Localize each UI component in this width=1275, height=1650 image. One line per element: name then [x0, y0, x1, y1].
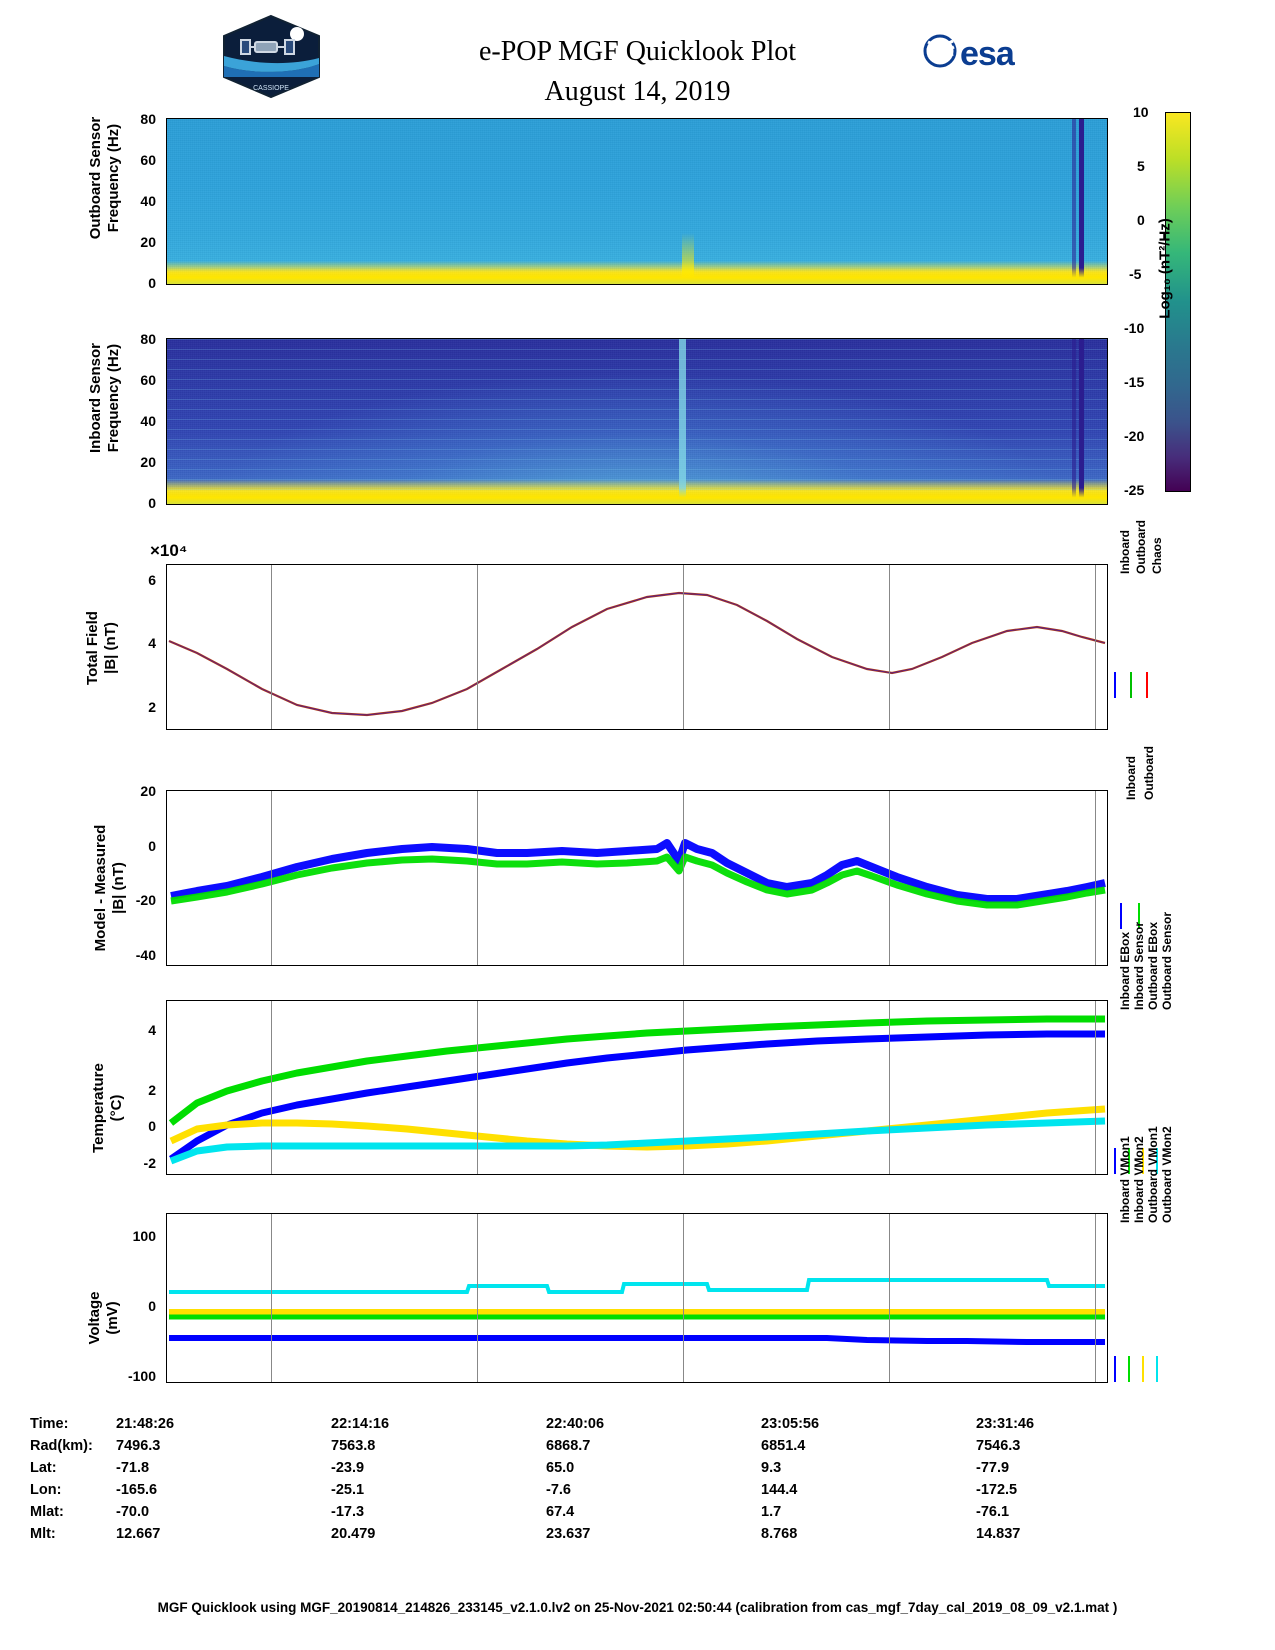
y-tick: 40	[140, 413, 156, 429]
row-label: Lon:	[30, 1482, 62, 1498]
model-minus-measured-plot	[166, 790, 1108, 966]
temperature-series	[167, 1001, 1107, 1174]
cell: 20.479	[331, 1526, 376, 1542]
row-label: Rad(km):	[30, 1438, 93, 1454]
legend-swatch	[1114, 672, 1116, 698]
y-tick: 0	[148, 1298, 156, 1314]
legend-item: Outboard VMon2	[1160, 1126, 1174, 1223]
y-tick: 100	[132, 1228, 156, 1244]
cell: 7563.8	[331, 1438, 376, 1454]
legend-item: Chaos	[1150, 537, 1164, 574]
cell: 7496.3	[116, 1438, 161, 1454]
inboard-spectrogram-ylabel: Inboard Sensor Frequency (Hz)	[87, 342, 122, 454]
colorbar-tick: -20	[1124, 428, 1145, 444]
legend-item: Outboard	[1134, 520, 1148, 574]
y-tick: -20	[135, 892, 156, 908]
colorbar-tick: 10	[1133, 104, 1149, 120]
outboard-spectrogram-plot	[166, 118, 1108, 285]
legend-swatch	[1120, 903, 1122, 929]
y-tick: 40	[140, 193, 156, 209]
legend-swatch	[1146, 672, 1148, 698]
legend-item: Outboard VMon1	[1146, 1126, 1160, 1223]
cell: 21:48:26	[116, 1416, 175, 1432]
legend-item: Outboard	[1142, 746, 1156, 800]
y-tick: 60	[140, 372, 156, 388]
spectral-burst	[679, 339, 686, 504]
y-tick: 0	[148, 1118, 156, 1134]
cell: 65.0	[546, 1460, 575, 1476]
y-tick: 4	[148, 1022, 156, 1038]
page-title: e-POP MGF Quicklook Plot	[478, 36, 797, 67]
model-minus-measured-ylabel: Model - Measured |B| (nT)	[92, 824, 127, 952]
cell: 7546.3	[976, 1438, 1021, 1454]
temperature-ylabel: Temperature (°C)	[90, 1063, 125, 1153]
cell: -71.8	[116, 1460, 150, 1476]
data-gap	[1072, 339, 1076, 504]
colorbar-tick: -15	[1124, 374, 1145, 390]
y-tick: 2	[148, 1082, 156, 1098]
cell: 22:40:06	[546, 1416, 605, 1432]
legend-item: Inboard Sensor	[1132, 921, 1146, 1010]
y-tick: 0	[148, 495, 156, 511]
outboard-spectrogram-ylabel: Outboard Sensor Frequency (Hz)	[87, 116, 122, 240]
y-tick: 6	[148, 572, 156, 588]
legend-swatch	[1128, 1356, 1130, 1382]
total-field-plot	[166, 564, 1108, 730]
colorbar-tick: -25	[1124, 482, 1145, 498]
cell: 67.4	[546, 1504, 575, 1520]
page-subtitle: August 14, 2019	[544, 76, 731, 107]
svg-text:CASSIOPE: CASSIOPE	[253, 85, 289, 92]
row-label: Lat:	[30, 1460, 57, 1476]
legend-item: Inboard VMon1	[1118, 1136, 1132, 1223]
colorbar-label: Log₁₀ (nT²/Hz)	[1156, 218, 1174, 319]
spectrogram-noise	[167, 119, 1107, 284]
y-tick: 20	[140, 454, 156, 470]
y-tick: -100	[127, 1368, 156, 1384]
row-label: Time:	[30, 1416, 69, 1432]
legend-item: Inboard	[1118, 530, 1132, 574]
total-field-series	[167, 565, 1107, 729]
legend-swatch	[1156, 1356, 1158, 1382]
y-tick: -2	[143, 1155, 156, 1171]
cell: -165.6	[116, 1482, 158, 1498]
legend-item: Inboard	[1124, 756, 1138, 800]
data-gap	[1079, 119, 1084, 284]
y-axis-exponent: ×10⁴	[150, 541, 188, 560]
legend-item: Inboard EBox	[1118, 931, 1132, 1010]
colorbar-tick: 0	[1137, 212, 1145, 228]
y-tick: 60	[140, 152, 156, 168]
temperature-plot	[166, 1000, 1108, 1175]
low-frequency-band	[167, 268, 1107, 284]
y-tick: 20	[140, 234, 156, 250]
y-tick: 80	[140, 111, 156, 127]
data-gap	[1079, 339, 1084, 504]
table-row	[30, 1523, 1245, 1545]
cell: 23:05:56	[761, 1416, 820, 1432]
cell: -17.3	[331, 1504, 365, 1520]
y-tick: -40	[135, 947, 156, 963]
y-tick: 4	[148, 635, 156, 651]
y-tick: 2	[148, 699, 156, 715]
cell: -76.1	[976, 1504, 1010, 1520]
colorbar-tick: 5	[1137, 158, 1145, 174]
legend-item: Outboard Sensor	[1160, 911, 1174, 1010]
legend-swatch	[1114, 1356, 1116, 1382]
total-field-ylabel: Total Field |B| (nT)	[84, 611, 119, 685]
y-tick: 0	[148, 838, 156, 854]
legend-swatch	[1142, 1356, 1144, 1382]
legend-item: Outboard EBox	[1146, 921, 1160, 1010]
voltage-series	[167, 1214, 1107, 1382]
cell: 14.837	[976, 1526, 1021, 1542]
colorbar-tick: -10	[1124, 320, 1145, 336]
cell: -77.9	[976, 1460, 1010, 1476]
low-frequency-band	[167, 488, 1107, 504]
y-tick: 20	[140, 783, 156, 799]
table-row	[30, 1457, 1245, 1479]
cell: -23.9	[331, 1460, 365, 1476]
cell: 23.637	[546, 1526, 591, 1542]
ephemeris-table	[30, 1413, 1245, 1545]
table-row	[30, 1435, 1245, 1457]
cell: -25.1	[331, 1482, 365, 1498]
voltage-ylabel: Voltage (mV)	[86, 1291, 121, 1345]
row-label: Mlt:	[30, 1526, 56, 1542]
colorbar-tick: -5	[1129, 266, 1142, 282]
cell: 6851.4	[761, 1438, 806, 1454]
legend-swatch	[1130, 672, 1132, 698]
row-label: Mlat:	[30, 1504, 64, 1520]
cell: -7.6	[546, 1482, 571, 1498]
data-gap	[1072, 119, 1076, 284]
table-row	[30, 1479, 1245, 1501]
voltage-plot	[166, 1213, 1108, 1383]
harmonic-lines	[167, 339, 1107, 504]
cell: 23:31:46	[976, 1416, 1035, 1432]
cell: 22:14:16	[331, 1416, 390, 1432]
cell: 6868.7	[546, 1438, 591, 1454]
table-row	[30, 1413, 1245, 1435]
svg-text:esa: esa	[960, 35, 1014, 73]
cell: 144.4	[761, 1482, 798, 1498]
cell: 1.7	[761, 1504, 782, 1520]
cell: 8.768	[761, 1526, 798, 1542]
inboard-spectrogram-plot	[166, 338, 1108, 505]
cell: -172.5	[976, 1482, 1018, 1498]
cell: -70.0	[116, 1504, 150, 1520]
footnote: MGF Quicklook using MGF_20190814_214826_233145_v2.1.0.lv2 on 25-Nov-2021 02:50:44 (calibration from cas_mgf_7day_cal_2019_08_09_v2.1.mat )	[157, 1600, 1118, 1615]
legend-swatch	[1114, 1148, 1116, 1174]
table-row	[30, 1501, 1245, 1523]
y-tick: 80	[140, 331, 156, 347]
legend-item: Inboard VMon2	[1132, 1136, 1146, 1223]
cell: 12.667	[116, 1526, 161, 1542]
cell: 9.3	[761, 1460, 782, 1476]
model-minus-measured-series	[167, 791, 1107, 965]
y-tick: 0	[148, 275, 156, 291]
